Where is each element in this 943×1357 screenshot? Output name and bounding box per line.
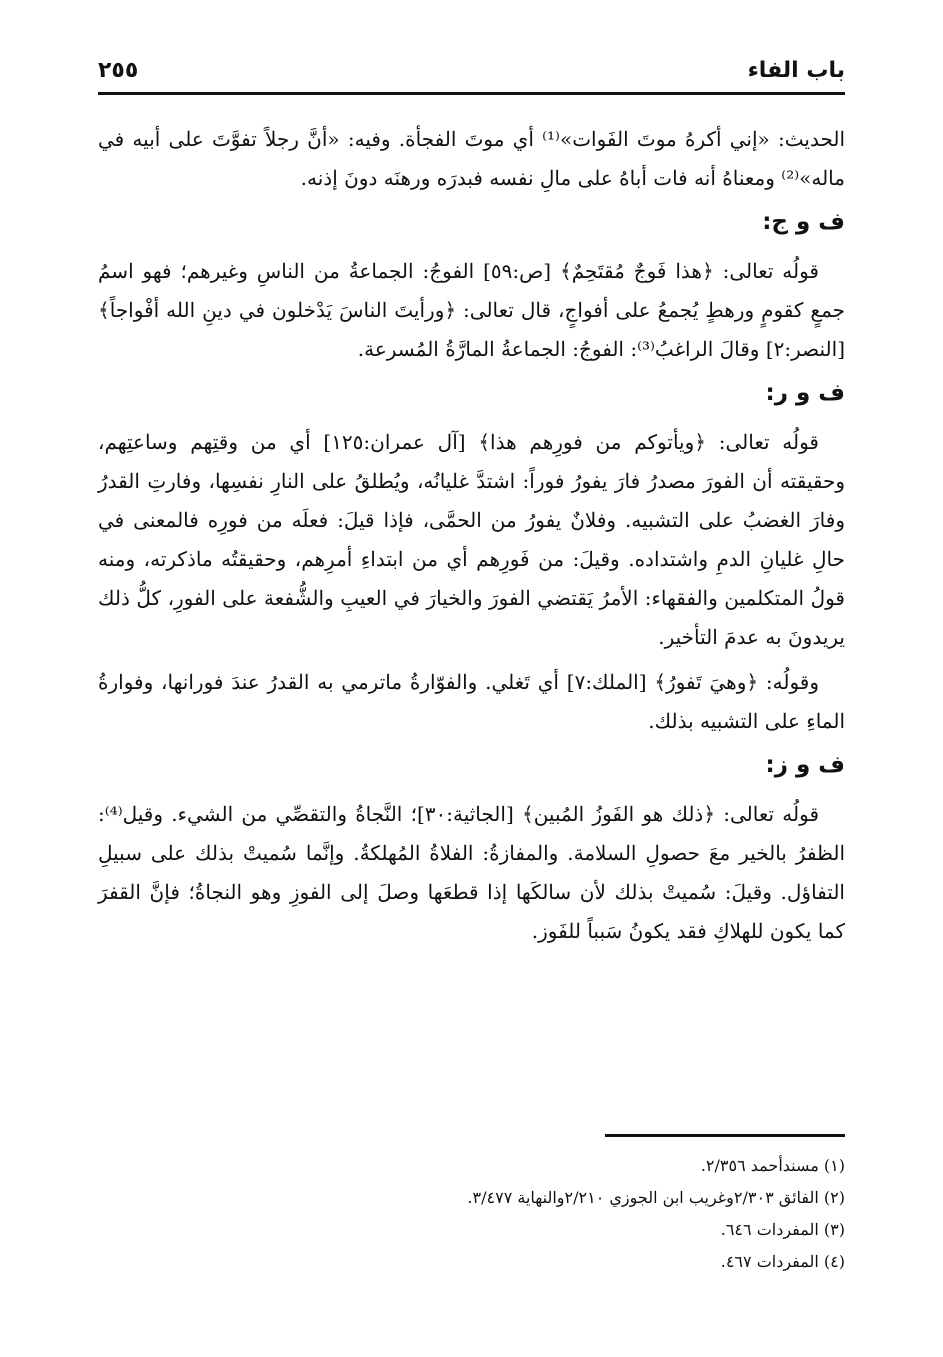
page-number: ٢٥٥ bbox=[98, 58, 139, 83]
footnote-2: (٢) الفائق ٢/٣٠٣وغريب ابن الجوزي ٢/٢١٠والنهاية ٣/٤٧٧. bbox=[467, 1188, 845, 1207]
paragraph-fwz: قولُه تعالى: ﴿ذلك هو الفَوزُ المُبين﴾ [الجاثية:٣٠]؛ النَّجاةُ والتقصِّي من الشيء. وقيل⁽⁴⁾: الظفرُ بالخير معَ حصولِ السلامة. والمفازةُ: الفلاةُ المُهلكةُ. وإنَّما سُميتْ بذلك على سبيلِ التفاؤل. وقيلَ: سُميتْ بذلك لأن سالكَها إذا قطعَها وصلَ إلى الفوزِ وهو النجاةُ؛ فإنَّ القفرَ كما يكون للهلاكِ فقد يكونُ سَبباً للفَوز. bbox=[98, 802, 845, 943]
footnote-divider bbox=[605, 1134, 845, 1137]
section-heading-fwr: ف و ر: bbox=[765, 380, 845, 406]
footnote-1: (١) مسندأحمد ٢/٣٥٦. bbox=[700, 1156, 845, 1175]
paragraph-fwj: قولُه تعالى: ﴿هذا فَوجٌ مُقتَحِمٌ﴾ [ص:٥٩] الفوجُ: الجماعةُ من الناسِ وغيرهم؛ فهو اسمُ جمعٍ كقومٍ ورهطٍ يُجمعُ على أفواجٍ، قال تعالى: ﴿ورأيتَ الناسَ يَدْخلون في دينِ الله أفْواجاً﴾ [النصر:٢] وقالَ الراغبُ⁽³⁾: الفوجُ: الجماعةُ المارَّةُ المُسرعة. bbox=[98, 259, 845, 361]
section-heading-fwz: ف و ز: bbox=[765, 752, 845, 778]
section-heading-fwj: ف و ج: bbox=[762, 209, 845, 235]
footnote-4: (٤) المفردات ٤٦٧. bbox=[720, 1252, 845, 1271]
page-header bbox=[98, 52, 845, 95]
chapter-title: باب الفاء bbox=[747, 58, 845, 83]
footnote-3: (٣) المفردات ٦٤٦. bbox=[720, 1220, 845, 1239]
main-text bbox=[98, 120, 845, 957]
footnotes bbox=[98, 1150, 845, 1278]
intro-paragraph: الحديث: «إني أكرهُ موتَ الفَوات»⁽¹⁾ أي موتَ الفجأة. وفيه: «أنَّ رجلاً تفوَّتَ على أبيه في ماله»⁽²⁾ ومعناهُ أنه فات أباهُ على مالِ نفسه فبدرَه ورهنَه دونَ إذنه. bbox=[98, 127, 846, 190]
paragraph-fwr-1: قولُه تعالى: ﴿ويأتوكم من فورِهم هذا﴾ [آل عمران:١٢٥] أي من وقتِهم وساعتِهم، وحقيقته أن الفورَ مصدرُ فارَ يفورُ فوراً: اشتدَّ غليانُه، ويُطلقُ على النارِ نفسِها، وفارتِ القدرُ وفارَ الغضبُ على التشبيه. وفلانٌ يفورُ من الحمَّى، فإذا قيلَ: فعلَه من فورِه فالمعنى في حالِ غليانِ الدمِ واشتداده. وقيلَ: من فَورِهم أي من ابتداءِ أمرِهم، وحقيقتُه ماذكرته، ومنه قولُ المتكلمين والفقهاء: الأمرُ يَقتضي الفورَ والخيارَ في العيبِ والشُّفعة على الفورِ، كلُّ ذلك يريدونَ به عدمَ التأخير. bbox=[98, 430, 845, 649]
paragraph-fwr-2: وقولُه: ﴿وهيَ تَفورُ﴾ [الملك:٧] أي تَغلي. والفوّارةُ ماترمي به القدرُ عندَ فورانها، وفوارةُ الماءِ على التشبيه بذلك. bbox=[98, 670, 845, 733]
